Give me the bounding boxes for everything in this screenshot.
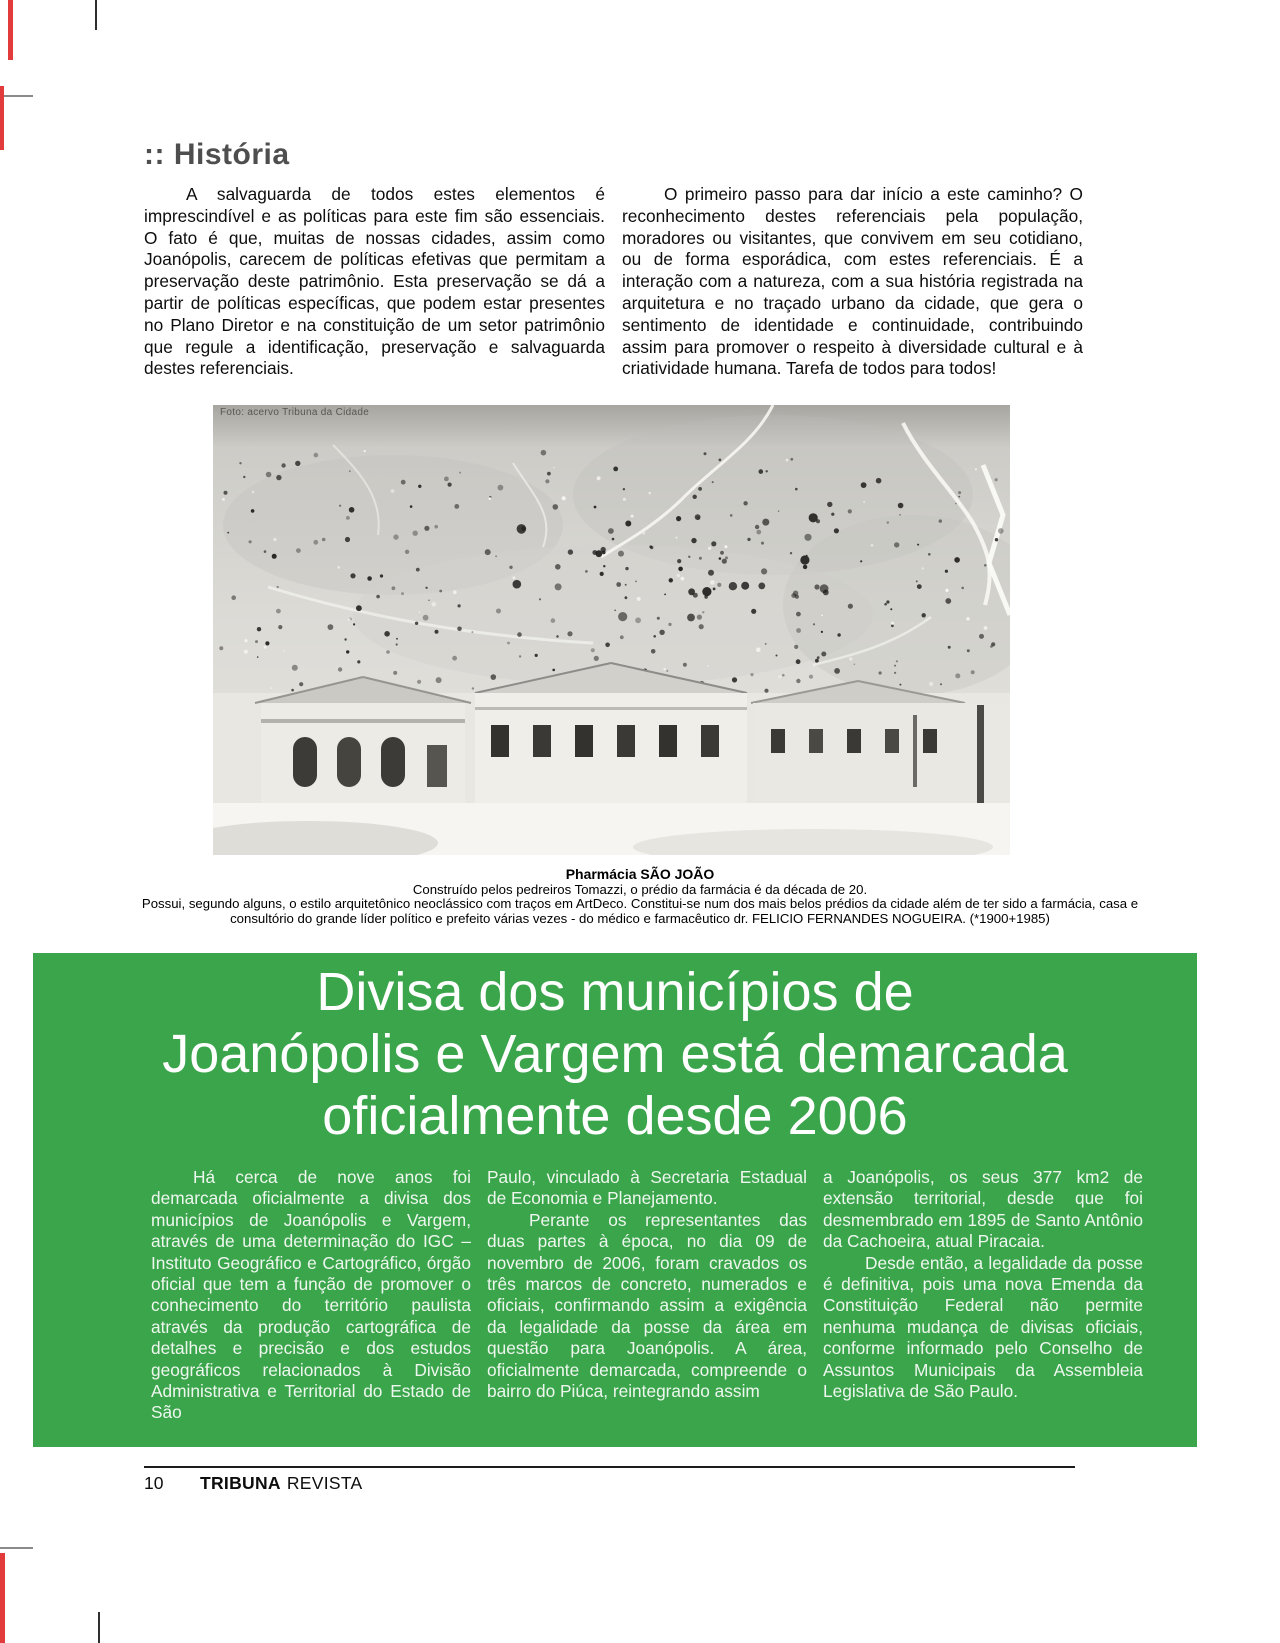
photo-caption (125, 866, 1155, 926)
historic-photo (213, 405, 1010, 855)
footer-rule (144, 1466, 1075, 1468)
caption-body: Possui, segundo alguns, o estilo arquitetônico neoclássico com traços em ArtDeco. Constitui-se num dos mais belos prédios da cidade além de ter sido a farmácia, casa e consultório do grande líder político e prefeito várias vezes - do médico e farmacêutico dr. FELICIO FERNANDES NOGUEIRA. (*1900+1985) (141, 896, 1139, 926)
village-buildings (213, 663, 1010, 855)
photo-credit: Foto: acervo Tribuna da Cidade (220, 407, 370, 418)
intro-column-right (622, 184, 1083, 380)
crop-mark-top-vertical (95, 0, 97, 30)
page-number: 10 (144, 1473, 164, 1493)
banner-col2-paragraph1: Paulo, vinculado à Secretaria Estadual de Economia e Planejamento. (487, 1167, 807, 1209)
red-registration-mark-3 (0, 1553, 5, 1643)
banner-title (33, 953, 1197, 1147)
banner-col2-paragraph2: Perante os representantes das duas partes à época, no dia 09 de novembro de 2006, foram cravados os três marcos de concreto, numerados e oficiais, confirmando assim a exigência da legalidade da posse da área em questão para Joanópolis. A área, oficialmente demarcada, compreende o bairro do Piúca, reintegrando assim (487, 1209, 807, 1402)
red-registration-mark-2 (0, 86, 4, 150)
magazine-name-regular: REVISTA (286, 1473, 363, 1493)
magazine-name-bold: TRIBUNA (200, 1473, 281, 1493)
green-banner (33, 953, 1197, 1447)
historic-photo-svg (213, 405, 1010, 855)
intro-columns (144, 184, 1083, 380)
intro-column-left (144, 184, 605, 380)
crop-mark-bottom-vertical (98, 1612, 100, 1643)
banner-title-line2: Joanópolis e Vargem está demarcada (162, 1024, 1068, 1084)
crop-mark-bottom-horizontal (0, 1547, 33, 1549)
footer (144, 1473, 363, 1494)
banner-title-line3: oficialmente desde 2006 (322, 1086, 908, 1146)
section-title: :: História (144, 138, 290, 171)
caption-title: Pharmácia SÃO JOÃO (565, 866, 715, 882)
intro-paragraph-right: O primeiro passo para dar início a este caminho? O reconhecimento destes referenciais pela população, moradores ou visitantes, que convivem em seu cotidiano, ou de forma esporádica, com estes referenciais. É a interação com a natureza, com a sua história registrada na arquitetura e no traçado urbano da cidade, que gera o sentimento de identidade e continuidade, contribuindo assim para promover o respeito à diversidade cultural e à criatividade humana. Tarefa de todos para todos! (622, 184, 1083, 379)
banner-column-3 (823, 1167, 1143, 1424)
red-registration-mark-1 (8, 0, 13, 60)
banner-col1-paragraph: Há cerca de nove anos foi demarcada oficialmente a divisa dos municípios de Joanópolis e Vargem, através de uma determinação do IGC – Instituto Geográfico e Cartográfico, órgão oficial que tem a função de promover o conhecimento do território paulista através da produção cartográfica de detalhes e precisão e dos estudos geográficos relacionados à Divisão Administrativa e Territorial do Estado de São (151, 1167, 471, 1423)
banner-column-1 (151, 1167, 471, 1424)
banner-columns (151, 1167, 1143, 1424)
banner-column-2 (487, 1167, 807, 1424)
banner-col3-paragraph1: a Joanópolis, os seus 377 km2 de extensão territorial, desde que foi desmembrado em 1895 de Santo Antônio da Cachoeira, atual Piracaia. (823, 1167, 1143, 1252)
banner-title-line1: Divisa dos municípios de (316, 962, 914, 1022)
intro-paragraph-left: A salvaguarda de todos estes elementos é imprescindível e as políticas para este fim são essenciais. O fato é que, muitas de nossas cidades, assim como Joanópolis, carecem de políticas efetivas que permitam a preservação deste patrimônio. Esta preservação se dá a partir de políticas específicas, que podem estar presentes no Plano Diretor e na constituição de um setor patrimônio que regule a identificação, preservação e salvaguarda destes referenciais. (144, 184, 605, 379)
crop-mark-top-horizontal (0, 95, 33, 97)
banner-col3-paragraph2: Desde então, a legalidade da posse é definitiva, pois uma nova Emenda da Constituição Federal não permite nenhuma mudança de divisas oficiais, conforme informado pelo Conselho de Assuntos Municipais da Assembleia Legislativa de São Paulo. (823, 1252, 1143, 1402)
caption-subtitle: Construído pelos pedreiros Tomazzi, o prédio da farmácia é da década de 20. (412, 882, 868, 897)
